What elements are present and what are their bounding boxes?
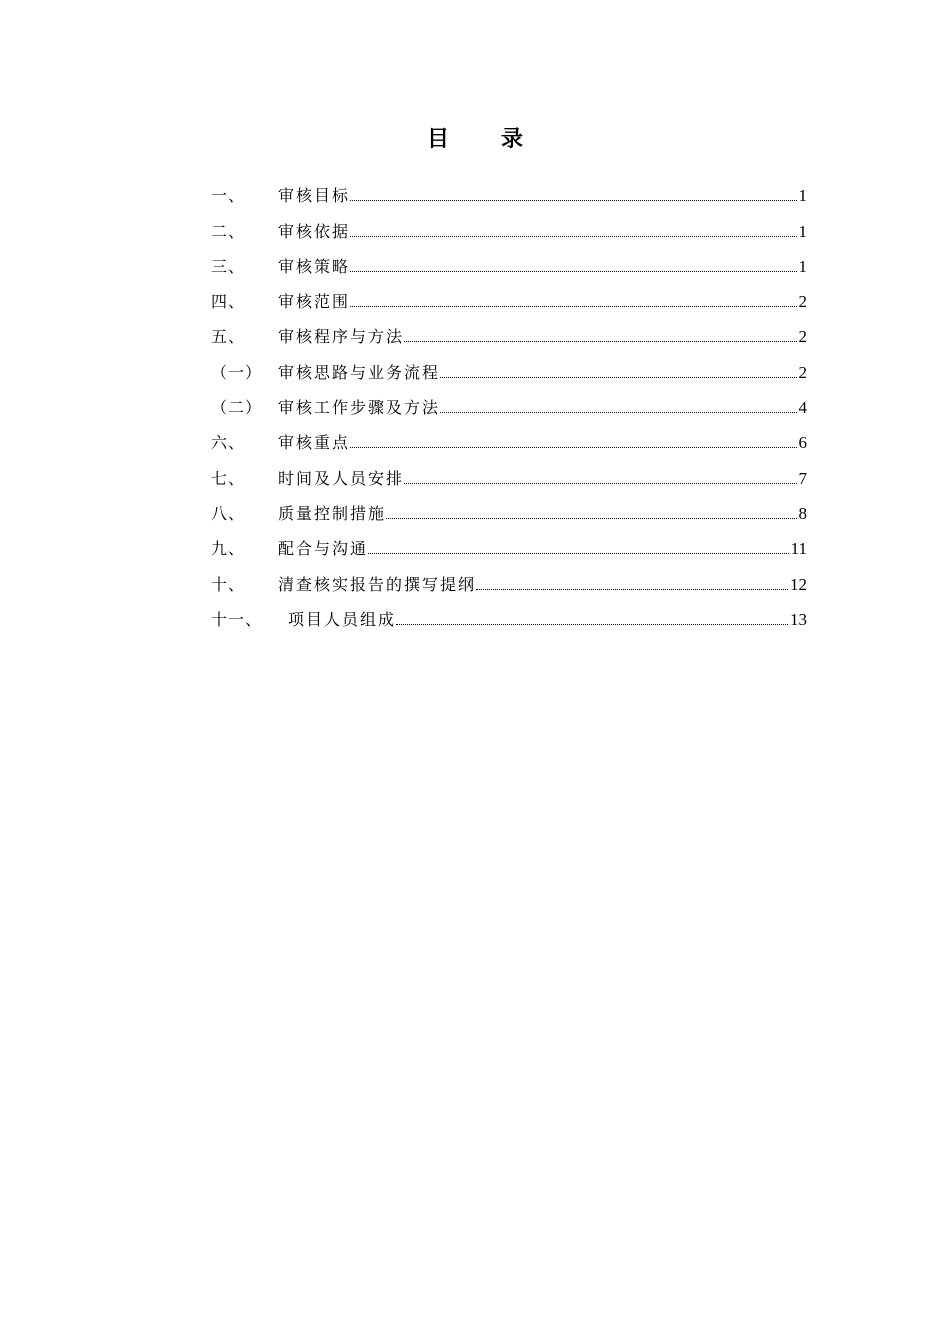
- toc-entry-number: 七、: [211, 468, 246, 488]
- toc-entry-9[interactable]: [211, 531, 807, 566]
- toc-entry-4[interactable]: [211, 284, 807, 319]
- toc-entry-number: 一、: [211, 186, 246, 206]
- toc-dot-leader: [350, 178, 798, 213]
- toc-entry-page: 8: [798, 503, 807, 523]
- toc-entry-3[interactable]: [211, 249, 807, 284]
- toc-dot-leader: [404, 461, 798, 496]
- toc-title-left: 目: [426, 127, 449, 152]
- toc-entry-page: 6: [798, 433, 807, 453]
- toc-dot-leader: [476, 567, 790, 602]
- toc-entry-number: 六、: [211, 433, 246, 453]
- toc-entry-title: 审核重点: [278, 433, 351, 453]
- toc-entry-page: 2: [798, 362, 807, 382]
- toc-entry-number: 十、: [211, 574, 246, 594]
- toc-entry-title: 审核工作步骤及方法: [278, 398, 441, 418]
- toc-entry-5-2[interactable]: [211, 390, 807, 425]
- toc-dot-leader: [350, 214, 798, 249]
- toc-dot-leader: [368, 531, 791, 566]
- toc-dot-leader: [440, 390, 798, 425]
- toc-entry-11[interactable]: [211, 602, 807, 637]
- toc-entry-5[interactable]: [211, 319, 807, 354]
- toc-entry-number: 八、: [211, 503, 246, 523]
- toc-title: [0, 122, 950, 153]
- toc-entry-6[interactable]: [211, 425, 807, 460]
- toc-entry-title: 项目人员组成: [288, 609, 397, 629]
- toc-title-right: 录: [501, 127, 524, 152]
- toc-entry-number: 二、: [211, 221, 246, 241]
- toc-entry-number: （二）: [211, 398, 263, 418]
- toc-entry-number: 四、: [211, 292, 246, 312]
- toc-dot-leader: [396, 602, 790, 637]
- toc-entry-page: 2: [798, 292, 807, 312]
- toc-entry-1[interactable]: [211, 178, 807, 213]
- toc-entry-page: 1: [798, 256, 807, 276]
- toc-dot-leader: [350, 249, 798, 284]
- toc-dot-leader: [350, 284, 798, 319]
- toc-entry-number: 十一、: [211, 609, 263, 629]
- toc-entry-title: 清查核实报告的撰写提纲: [278, 574, 477, 594]
- toc-entry-page: 2: [798, 327, 807, 347]
- toc-entry-title: 审核思路与业务流程: [278, 362, 441, 382]
- toc-dot-leader: [350, 425, 798, 460]
- toc-entry-5-1[interactable]: [211, 354, 807, 389]
- toc-entry-title: 时间及人员安排: [278, 468, 405, 488]
- toc-entry-page: 7: [798, 468, 807, 488]
- toc-entry-page: 13: [790, 609, 807, 629]
- toc-entry-page: 1: [798, 221, 807, 241]
- toc-dot-leader: [404, 319, 798, 354]
- toc-entry-number: 五、: [211, 327, 246, 347]
- toc-entry-title: 审核程序与方法: [278, 327, 405, 347]
- toc-entry-number: 三、: [211, 256, 246, 276]
- toc-entry-7[interactable]: [211, 460, 807, 495]
- toc-entry-page: 11: [790, 539, 807, 559]
- toc-entry-title: 质量控制措施: [278, 503, 387, 523]
- toc-entry-8[interactable]: [211, 496, 807, 531]
- toc-entry-page: 4: [798, 398, 807, 418]
- toc-entry-title: 审核范围: [278, 292, 351, 312]
- toc-entry-title: 审核目标: [278, 186, 351, 206]
- toc-entry-number: （一）: [211, 362, 263, 382]
- toc-entry-title: 审核策略: [278, 256, 351, 276]
- toc-list: [211, 178, 807, 637]
- toc-entry-page: 1: [798, 186, 807, 206]
- toc-entry-title: 审核依据: [278, 221, 351, 241]
- toc-entry-title: 配合与沟通: [278, 539, 369, 559]
- toc-dot-leader: [440, 355, 798, 390]
- toc-entry-number: 九、: [211, 539, 246, 559]
- toc-dot-leader: [386, 496, 798, 531]
- toc-entry-2[interactable]: [211, 213, 807, 248]
- toc-entry-10[interactable]: [211, 566, 807, 601]
- toc-entry-page: 12: [790, 574, 807, 594]
